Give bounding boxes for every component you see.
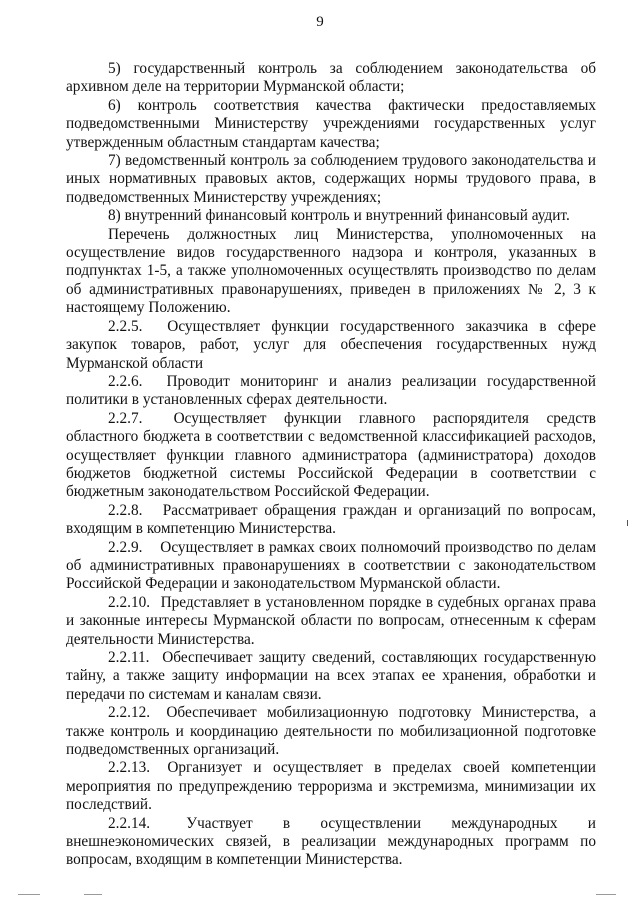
scan-artifact xyxy=(627,520,628,526)
clause-2-2-10 xyxy=(66,594,596,649)
clause-text: Участвует в осуществлении международных и внешнеэкономических связей, в реализации международных программ по вопросам, входящим в компетенции Министерства. xyxy=(66,814,596,869)
footer-rule xyxy=(18,894,40,895)
clause-number: 2.2.10. xyxy=(108,593,151,611)
list-item-7: 7) ведомственный контроль за соблюдением трудового законодательства и иных нормативных правовых актов, содержащих нормы трудового права, в подведомственных Министерству учреждениях; xyxy=(66,152,596,206)
list-item-8: 8) внутренний финансовый контроль и внутренний финансовый аудит. xyxy=(108,207,570,225)
clause-number: 2.2.12. xyxy=(108,704,151,722)
clause-text: Осуществляет функции главного распорядителя средств областного бюджета в соответствии с ведомственной классификацией расходов, осуществляет функции главного администратора (администратора) доходов бюджетов бюджетной системы Российской Федерации в соответствии с бюджетным законодательством Российской Федерации. xyxy=(66,409,596,501)
clause-text: Проводит мониторинг и анализ реализации государственной политики в установленных сферах деятельности. xyxy=(66,372,596,409)
clause-text: Осуществляет в рамках своих полномочий производство по делам об административных правонарушениях в соответствии с законодательством Российской Федерации и законодательством Мурманской области. xyxy=(66,538,596,593)
clause-number: 2.2.11. xyxy=(108,649,150,666)
clause-2-2-12 xyxy=(66,704,596,759)
document-body xyxy=(66,60,596,870)
clause-number: 2.2.7. xyxy=(108,409,143,427)
list-item-6: 6) контроль соответствия качества фактически предоставляемых подведомственными Министерству учреждениями государственных услуг утвержденным областным стандартам качества; xyxy=(66,96,596,151)
clause-number: 2.2.14. xyxy=(108,814,151,832)
clause-2-2-6 xyxy=(66,373,596,410)
clause-2-2-11 xyxy=(66,649,596,704)
clause-number: 2.2.5. xyxy=(108,317,143,335)
clause-text: Обеспечивает защиту сведений, составляющих государственную тайну, а также защиту информации на всех этапах ее хранения, обработки и передачи по системам и каналам связи. xyxy=(66,649,596,703)
clause-number: 2.2.8. xyxy=(108,501,143,519)
clause-text: Организует и осуществляет в пределах своей компетенции мероприятия по предупреждению терроризма и экстремизма, минимизации их последствий. xyxy=(66,759,596,814)
footer-rule xyxy=(596,894,616,895)
list-item-5: 5) государственный контроль за соблюдением законодательства об архивном деле на территории Мурманской области; xyxy=(66,60,596,96)
footer-rule xyxy=(84,894,102,895)
clause-number: 2.2.6. xyxy=(108,372,143,390)
clause-2-2-14 xyxy=(66,815,596,870)
clause-number: 2.2.9. xyxy=(108,538,143,556)
clause-text: Осуществляет функции государственного заказчика в сфере закупок товаров, работ, услуг для обеспечения государственных нужд Мурманской области xyxy=(66,317,596,372)
clause-2-2-7 xyxy=(66,410,596,502)
clause-text: Представляет в установленном порядке в судебных органах права и законные интересы Мурманской области по вопросам, отнесенным к сферам деятельности Министерства. xyxy=(66,593,596,648)
clause-text: Обеспечивает мобилизационную подготовку Министерства, а также контроль и координацию деятельности по мобилизационной подготовке подведомственных организаций. xyxy=(66,704,596,759)
page-number: 9 xyxy=(316,14,324,30)
clause-number: 2.2.13. xyxy=(108,759,151,777)
clause-2-2-8 xyxy=(66,502,596,539)
clause-2-2-5 xyxy=(66,318,596,373)
clause-text: Рассматривает обращения граждан и организаций по вопросам, входящим в компетенцию Министерства. xyxy=(66,501,596,538)
officials-list-paragraph: Перечень должностных лиц Министерства, уполномоченных на осуществление видов государственного надзора и контроля, указанных в подпунктах 1-5, а также уполномоченных осуществлять производство по делам об административных правонарушениях, приведен в приложениях № 2, 3 к настоящему Положению. xyxy=(66,225,596,317)
clause-2-2-13 xyxy=(66,759,596,814)
clause-2-2-9 xyxy=(66,539,596,594)
